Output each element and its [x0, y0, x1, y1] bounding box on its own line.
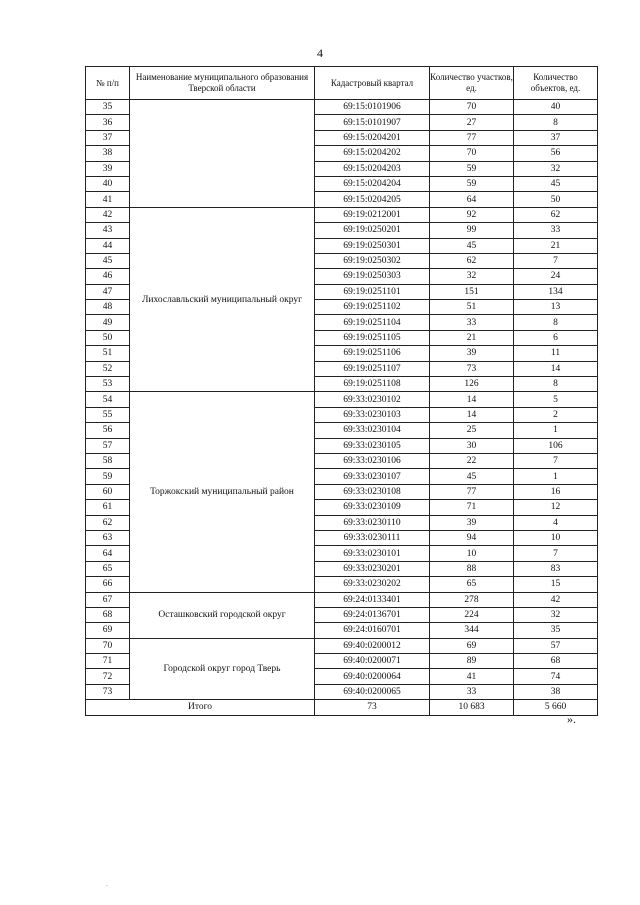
objects-count: 16 — [514, 484, 598, 499]
total-row — [86, 700, 598, 715]
cadastral-quarter: 69:19:0212001 — [315, 207, 430, 222]
stray-mark: . — [106, 880, 108, 888]
plots-count: 278 — [430, 592, 514, 607]
row-number: 58 — [86, 453, 130, 468]
total-plots: 10 683 — [430, 700, 514, 715]
plots-count: 71 — [430, 500, 514, 515]
plots-count: 65 — [430, 577, 514, 592]
objects-count: 7 — [514, 546, 598, 561]
plots-count: 73 — [430, 361, 514, 376]
cadastral-quarter: 69:19:0251106 — [315, 346, 430, 361]
plots-count: 45 — [430, 469, 514, 484]
objects-count: 33 — [514, 223, 598, 238]
cadastral-quarter: 69:33:0230104 — [315, 423, 430, 438]
municipality-name: Лихославльский муниципальный округ — [130, 207, 315, 392]
objects-count: 8 — [514, 115, 598, 130]
plots-count: 151 — [430, 284, 514, 299]
row-number: 51 — [86, 346, 130, 361]
objects-count: 37 — [514, 130, 598, 145]
plots-count: 89 — [430, 654, 514, 669]
header-plots: Количество участков, ед. — [430, 67, 514, 100]
plots-count: 45 — [430, 238, 514, 253]
row-number: 43 — [86, 223, 130, 238]
page-number: 4 — [317, 46, 323, 60]
municipality-name — [130, 100, 315, 208]
cadastral-quarter: 69:19:0250303 — [315, 269, 430, 284]
plots-count: 33 — [430, 315, 514, 330]
objects-count: 8 — [514, 377, 598, 392]
row-number: 59 — [86, 469, 130, 484]
plots-count: 14 — [430, 407, 514, 422]
row-number: 61 — [86, 500, 130, 515]
plots-count: 94 — [430, 530, 514, 545]
row-number: 63 — [86, 530, 130, 545]
header-objects: Количество объектов, ед. — [514, 67, 598, 100]
row-number: 49 — [86, 315, 130, 330]
row-number: 73 — [86, 684, 130, 699]
cadastral-quarter: 69:15:0204204 — [315, 176, 430, 191]
plots-count: 22 — [430, 453, 514, 468]
cadastral-quarter: 69:40:0200012 — [315, 638, 430, 653]
cadastral-quarter: 69:15:0101906 — [315, 100, 430, 115]
table-header-row — [86, 67, 598, 100]
row-number: 57 — [86, 438, 130, 453]
objects-count: 38 — [514, 684, 598, 699]
total-objects: 5 660 — [514, 700, 598, 715]
row-number: 44 — [86, 238, 130, 253]
cadastral-quarter: 69:19:0251102 — [315, 300, 430, 315]
cadastral-quarter: 69:15:0204205 — [315, 192, 430, 207]
plots-count: 77 — [430, 130, 514, 145]
cadastral-quarter: 69:33:0230202 — [315, 577, 430, 592]
plots-count: 77 — [430, 484, 514, 499]
municipality-name: Торжокский муниципальный район — [130, 392, 315, 592]
plots-count: 59 — [430, 161, 514, 176]
plots-count: 39 — [430, 515, 514, 530]
cadastral-quarter: 69:33:0230102 — [315, 392, 430, 407]
table-row — [86, 392, 598, 407]
plots-count: 27 — [430, 115, 514, 130]
row-number: 60 — [86, 484, 130, 499]
plots-count: 70 — [430, 100, 514, 115]
objects-count: 15 — [514, 577, 598, 592]
plots-count: 14 — [430, 392, 514, 407]
objects-count: 10 — [514, 530, 598, 545]
cadastral-quarter: 69:19:0250201 — [315, 223, 430, 238]
row-number: 46 — [86, 269, 130, 284]
cadastral-quarter: 69:24:0136701 — [315, 607, 430, 622]
cadastral-quarter: 69:19:0250301 — [315, 238, 430, 253]
objects-count: 42 — [514, 592, 598, 607]
plots-count: 92 — [430, 207, 514, 222]
plots-count: 59 — [430, 176, 514, 191]
objects-count: 134 — [514, 284, 598, 299]
cadastral-quarter: 69:33:0230105 — [315, 438, 430, 453]
objects-count: 2 — [514, 407, 598, 422]
plots-count: 69 — [430, 638, 514, 653]
objects-count: 50 — [514, 192, 598, 207]
cadastral-quarter: 69:24:0133401 — [315, 592, 430, 607]
row-number: 65 — [86, 561, 130, 576]
row-number: 48 — [86, 300, 130, 315]
row-number: 66 — [86, 577, 130, 592]
objects-count: 24 — [514, 269, 598, 284]
cadastral-quarter: 69:33:0230109 — [315, 500, 430, 515]
objects-count: 32 — [514, 607, 598, 622]
objects-count: 40 — [514, 100, 598, 115]
plots-count: 30 — [430, 438, 514, 453]
row-number: 39 — [86, 161, 130, 176]
objects-count: 74 — [514, 669, 598, 684]
row-number: 70 — [86, 638, 130, 653]
plots-count: 41 — [430, 669, 514, 684]
table-row — [86, 638, 598, 653]
row-number: 35 — [86, 100, 130, 115]
plots-count: 10 — [430, 546, 514, 561]
header-num: № п/п — [86, 67, 130, 100]
objects-count: 62 — [514, 207, 598, 222]
total-label: Итого — [86, 700, 315, 715]
header-cadastral: Кадастровый квартал — [315, 67, 430, 100]
row-number: 40 — [86, 176, 130, 191]
objects-count: 106 — [514, 438, 598, 453]
row-number: 62 — [86, 515, 130, 530]
row-number: 36 — [86, 115, 130, 130]
row-number: 64 — [86, 546, 130, 561]
cadastral-quarter: 69:19:0250302 — [315, 253, 430, 268]
objects-count: 45 — [514, 176, 598, 191]
row-number: 72 — [86, 669, 130, 684]
cadastral-quarter: 69:33:0230111 — [315, 530, 430, 545]
plots-count: 51 — [430, 300, 514, 315]
objects-count: 35 — [514, 623, 598, 638]
objects-count: 1 — [514, 469, 598, 484]
plots-count: 126 — [430, 377, 514, 392]
plots-count: 224 — [430, 607, 514, 622]
objects-count: 7 — [514, 453, 598, 468]
objects-count: 11 — [514, 346, 598, 361]
cadastral-quarter: 69:40:0200065 — [315, 684, 430, 699]
objects-count: 12 — [514, 500, 598, 515]
cadastral-quarter: 69:33:0230107 — [315, 469, 430, 484]
objects-count: 14 — [514, 361, 598, 376]
table-body — [86, 100, 598, 700]
cadastral-quarter: 69:40:0200071 — [315, 654, 430, 669]
objects-count: 6 — [514, 330, 598, 345]
municipality-name: Осташковский городской округ — [130, 592, 315, 638]
cadastral-table — [85, 66, 598, 716]
objects-count: 1 — [514, 423, 598, 438]
plots-count: 21 — [430, 330, 514, 345]
row-number: 47 — [86, 284, 130, 299]
cadastral-quarter: 69:15:0204202 — [315, 146, 430, 161]
objects-count: 56 — [514, 146, 598, 161]
cadastral-quarter: 69:33:0230110 — [315, 515, 430, 530]
objects-count: 8 — [514, 315, 598, 330]
objects-count: 32 — [514, 161, 598, 176]
objects-count: 5 — [514, 392, 598, 407]
cadastral-quarter: 69:19:0251108 — [315, 377, 430, 392]
cadastral-quarter: 69:19:0251107 — [315, 361, 430, 376]
row-number: 38 — [86, 146, 130, 161]
cadastral-quarter: 69:40:0200064 — [315, 669, 430, 684]
cadastral-quarter: 69:33:0230106 — [315, 453, 430, 468]
municipality-name: Городской округ город Тверь — [130, 638, 315, 700]
plots-count: 344 — [430, 623, 514, 638]
row-number: 71 — [86, 654, 130, 669]
cadastral-quarter: 69:15:0204201 — [315, 130, 430, 145]
row-number: 56 — [86, 423, 130, 438]
row-number: 37 — [86, 130, 130, 145]
cadastral-quarter: 69:33:0230201 — [315, 561, 430, 576]
row-number: 42 — [86, 207, 130, 222]
plots-count: 99 — [430, 223, 514, 238]
plots-count: 70 — [430, 146, 514, 161]
objects-count: 57 — [514, 638, 598, 653]
closing-mark: ». — [567, 712, 576, 726]
row-number: 50 — [86, 330, 130, 345]
row-number: 55 — [86, 407, 130, 422]
objects-count: 68 — [514, 654, 598, 669]
row-number: 52 — [86, 361, 130, 376]
plots-count: 62 — [430, 253, 514, 268]
row-number: 69 — [86, 623, 130, 638]
objects-count: 21 — [514, 238, 598, 253]
objects-count: 13 — [514, 300, 598, 315]
plots-count: 33 — [430, 684, 514, 699]
row-number: 68 — [86, 607, 130, 622]
plots-count: 39 — [430, 346, 514, 361]
objects-count: 4 — [514, 515, 598, 530]
cadastral-quarter: 69:19:0251104 — [315, 315, 430, 330]
total-cadastral: 73 — [315, 700, 430, 715]
plots-count: 88 — [430, 561, 514, 576]
plots-count: 25 — [430, 423, 514, 438]
cadastral-quarter: 69:19:0251105 — [315, 330, 430, 345]
cadastral-quarter: 69:15:0101907 — [315, 115, 430, 130]
cadastral-quarter: 69:24:0160701 — [315, 623, 430, 638]
cadastral-quarter: 69:33:0230101 — [315, 546, 430, 561]
row-number: 41 — [86, 192, 130, 207]
objects-count: 83 — [514, 561, 598, 576]
row-number: 53 — [86, 377, 130, 392]
header-municipality: Наименование муниципального образования Тверской области — [130, 67, 315, 100]
cadastral-quarter: 69:33:0230103 — [315, 407, 430, 422]
cadastral-quarter: 69:33:0230108 — [315, 484, 430, 499]
objects-count: 7 — [514, 253, 598, 268]
table-row — [86, 592, 598, 607]
table-row — [86, 100, 598, 115]
plots-count: 64 — [430, 192, 514, 207]
plots-count: 32 — [430, 269, 514, 284]
cadastral-quarter: 69:19:0251101 — [315, 284, 430, 299]
row-number: 54 — [86, 392, 130, 407]
row-number: 67 — [86, 592, 130, 607]
row-number: 45 — [86, 253, 130, 268]
cadastral-quarter: 69:15:0204203 — [315, 161, 430, 176]
table-row — [86, 207, 598, 222]
